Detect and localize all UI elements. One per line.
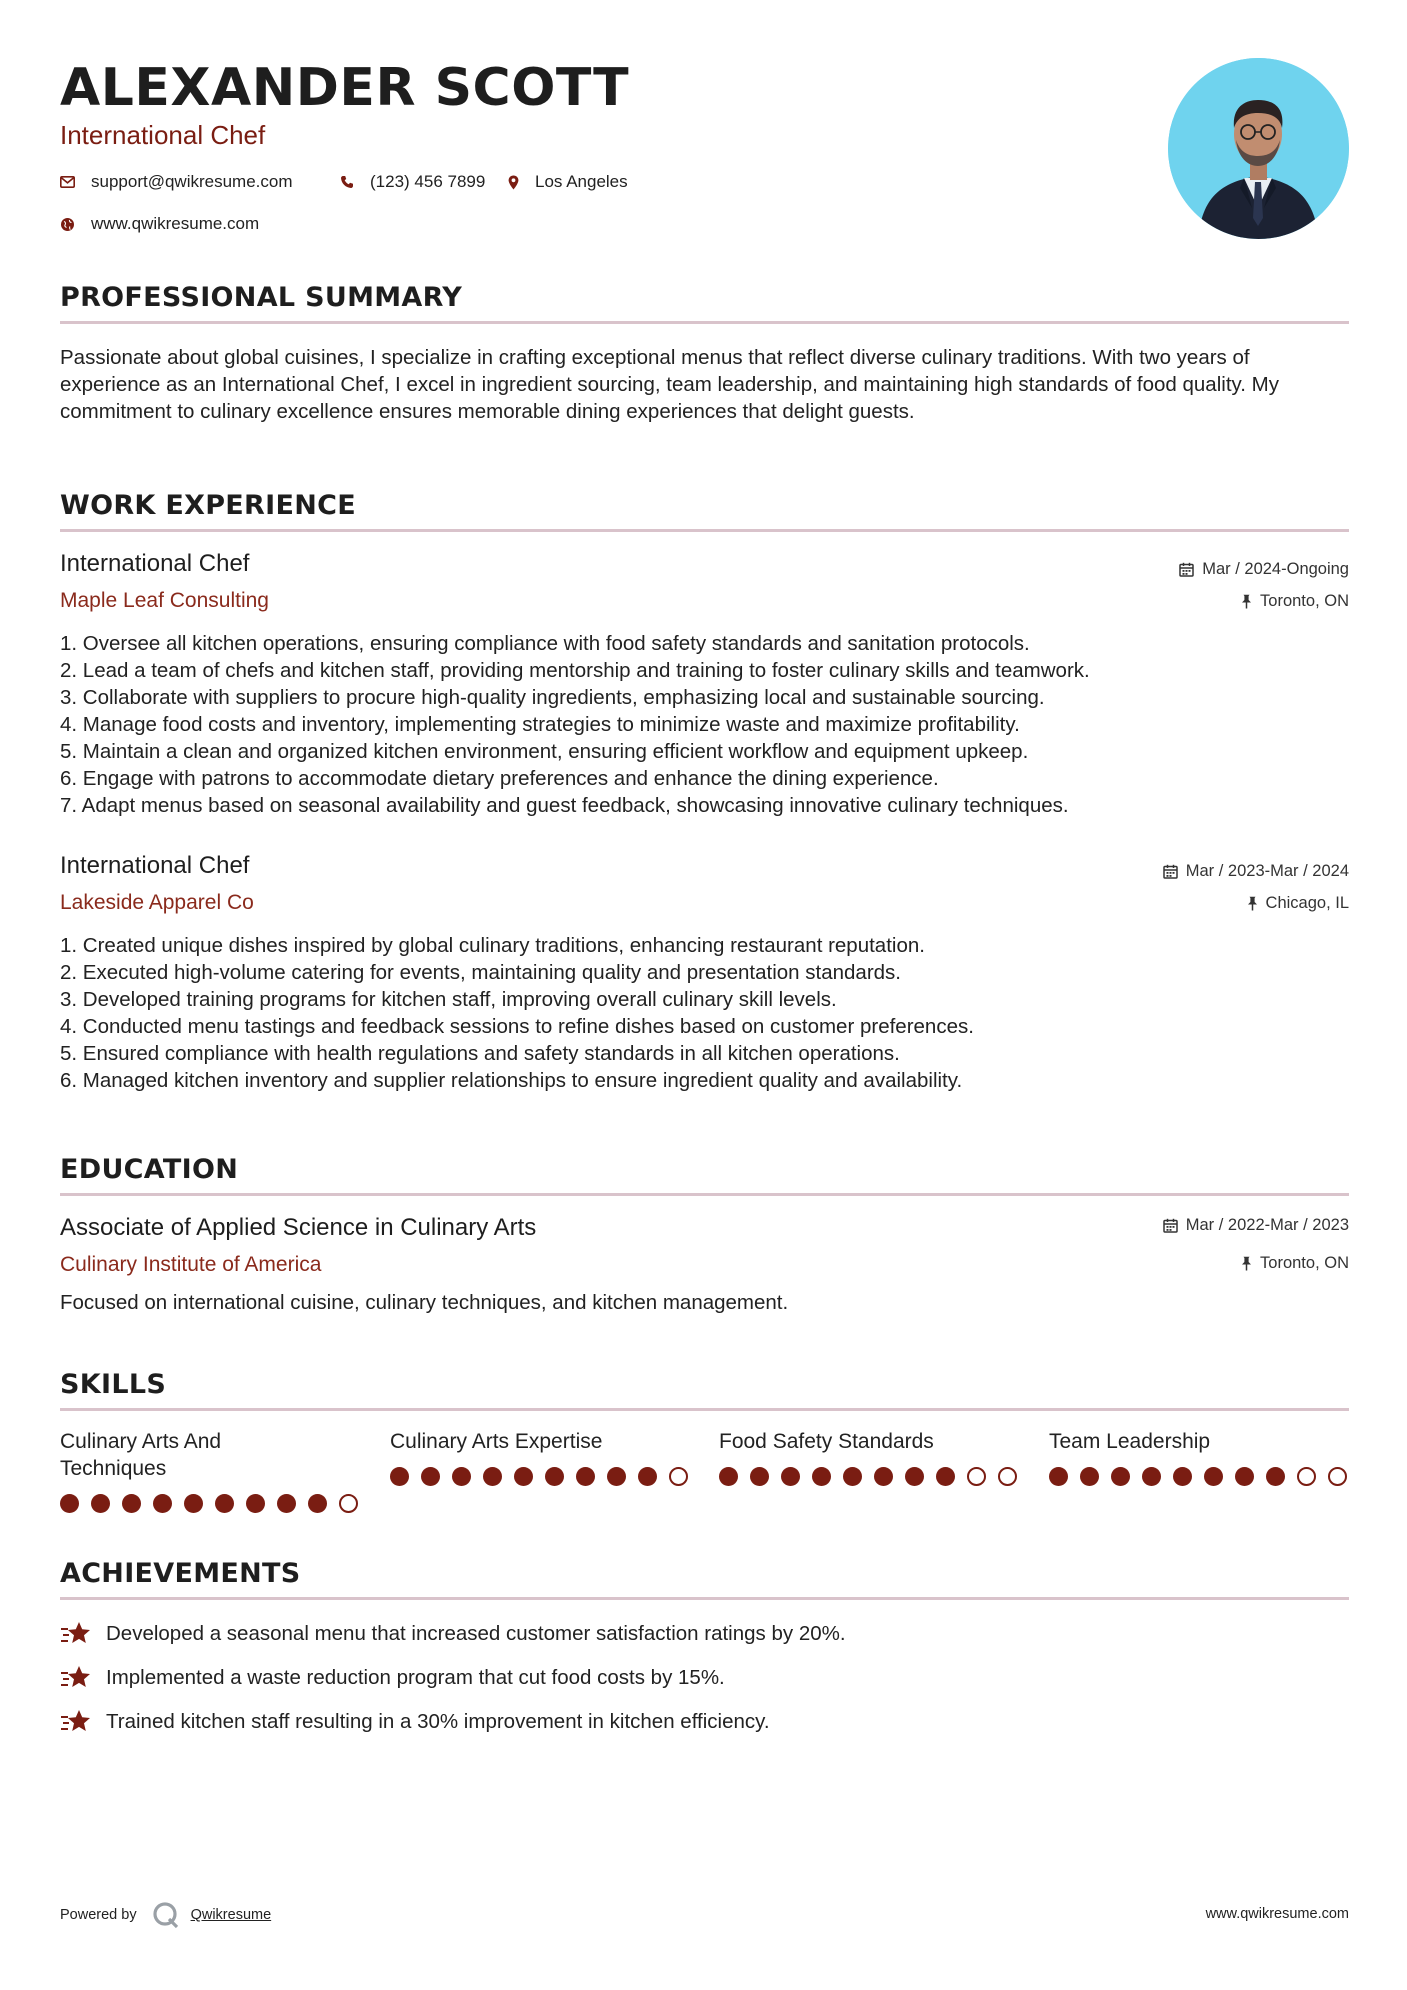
rating-dot-filled: [390, 1467, 409, 1486]
footer-website[interactable]: www.qwikresume.com: [1205, 1906, 1349, 1922]
rating-dot-filled: [1080, 1467, 1099, 1486]
footer-powered-by: [60, 1900, 271, 1930]
globe-icon: [60, 217, 75, 232]
skills-divider: [60, 1408, 1349, 1411]
rating-dot-filled: [812, 1467, 831, 1486]
job-responsibilities: [60, 630, 1350, 819]
education-divider: [60, 1193, 1349, 1196]
rating-dot-filled: [483, 1467, 502, 1486]
rating-dot-filled: [246, 1494, 265, 1513]
list-item: 3. Developed training programs for kitchen staff, improving overall culinary skill levels.: [60, 988, 837, 1011]
achievement-text: Trained kitchen staff resulting in a 30% improvement in kitchen efficiency.: [106, 1710, 770, 1733]
brand-link[interactable]: Qwikresume: [190, 1907, 272, 1923]
pushpin-icon: [1241, 1256, 1252, 1271]
job-dates-text: Mar / 2023-Mar / 2024: [1185, 862, 1349, 880]
email-text: support@qwikresume.com: [91, 172, 293, 191]
phone-icon: [340, 175, 354, 189]
rating-dot-filled: [936, 1467, 955, 1486]
skill-item: [60, 1428, 360, 1482]
star-award-icon: [60, 1708, 92, 1736]
summary-divider: [60, 321, 1349, 324]
list-item: 2. Executed high-volume catering for events, maintaining quality and presentation standards.: [60, 961, 902, 984]
achievements-heading: ACHIEVEMENTS: [60, 1558, 301, 1589]
skill-item: [719, 1428, 1019, 1455]
phone-text: (123) 456 7899: [370, 172, 486, 191]
rating-dot-filled: [905, 1467, 924, 1486]
job-responsibilities: [60, 932, 1350, 1094]
job-location-text: Chicago, IL: [1265, 894, 1349, 912]
rating-dot-empty: [1328, 1467, 1347, 1486]
achievement-item: [60, 1664, 725, 1692]
avatar: [1168, 58, 1349, 239]
calendar-icon: [1163, 1218, 1178, 1233]
job-location: [1247, 894, 1349, 913]
profile-photo: [1168, 58, 1349, 239]
skill-label: Culinary Arts And Techniques: [60, 1430, 222, 1480]
rating-dot-filled: [1142, 1467, 1161, 1486]
summary-text: Passionate about global cuisines, I specialize in crafting exceptional menus that reflect diverse culinary traditions. With two years of experience as an International Chef, I excel in ingredient sourcing, team leadership, and maintaining high standards of food quality. My commitment to culinary excellence ensures memorable dining experiences that delight guests.: [60, 346, 1279, 423]
job-dates: [1163, 862, 1349, 881]
rating-dot-empty: [967, 1467, 986, 1486]
rating-dot-filled: [545, 1467, 564, 1486]
job-title: International Chef: [60, 852, 250, 879]
rating-dot-filled: [576, 1467, 595, 1486]
job-location: [1241, 592, 1349, 611]
rating-dot-filled: [719, 1467, 738, 1486]
experience-divider: [60, 529, 1349, 532]
list-item: 5. Ensured compliance with health regulations and safety standards in all kitchen operations.: [60, 1042, 900, 1065]
powered-by-text: Powered by: [60, 1907, 137, 1923]
skill-label: Culinary Arts Expertise: [390, 1430, 603, 1453]
achievement-item: [60, 1708, 770, 1736]
star-award-icon: [60, 1664, 92, 1692]
rating-dot-filled: [638, 1467, 657, 1486]
contact-location: [508, 172, 628, 192]
education-dates: [1163, 1216, 1349, 1235]
rating-dot-filled: [308, 1494, 327, 1513]
rating-dot-empty: [1297, 1467, 1316, 1486]
rating-dot-empty: [998, 1467, 1017, 1486]
education-location-text: Toronto, ON: [1260, 1254, 1349, 1272]
rating-dot-filled: [184, 1494, 203, 1513]
education-location: [1241, 1254, 1349, 1273]
skill-rating: [390, 1467, 700, 1486]
skill-rating: [719, 1467, 1029, 1486]
rating-dot-filled: [421, 1467, 440, 1486]
list-item: 5. Maintain a clean and organized kitchen environment, ensuring efficient workflow and equipment upkeep.: [60, 740, 1029, 763]
rating-dot-empty: [669, 1467, 688, 1486]
website-text: www.qwikresume.com: [91, 214, 260, 233]
rating-dot-filled: [1173, 1467, 1192, 1486]
skill-rating: [60, 1494, 370, 1513]
list-item: 6. Managed kitchen inventory and supplier relationships to ensure ingredient quality and availability.: [60, 1069, 963, 1092]
contact-email[interactable]: [60, 172, 293, 192]
contact-phone[interactable]: [340, 172, 485, 192]
contact-website[interactable]: [60, 214, 259, 234]
skill-label: Food Safety Standards: [719, 1430, 934, 1453]
candidate-title: International Chef: [60, 120, 266, 150]
map-pin-icon: [508, 175, 519, 190]
list-item: 7. Adapt menus based on seasonal availability and guest feedback, showcasing innovative culinary techniques.: [60, 794, 1069, 817]
envelope-icon: [60, 176, 75, 188]
rating-dot-filled: [607, 1467, 626, 1486]
rating-dot-filled: [153, 1494, 172, 1513]
rating-dot-filled: [1204, 1467, 1223, 1486]
list-item: 4. Manage food costs and inventory, implementing strategies to minimize waste and maximize profitability.: [60, 713, 1020, 736]
job-dates-text: Mar / 2024-Ongoing: [1202, 560, 1349, 578]
rating-dot-filled: [122, 1494, 141, 1513]
job-location-text: Toronto, ON: [1260, 592, 1349, 610]
candidate-name: ALEXANDER SCOTT: [60, 58, 630, 118]
calendar-icon: [1179, 562, 1194, 577]
education-dates-text: Mar / 2022-Mar / 2023: [1185, 1216, 1349, 1234]
calendar-icon: [1163, 864, 1178, 879]
education-heading: EDUCATION: [60, 1154, 239, 1185]
pushpin-icon: [1241, 594, 1252, 609]
summary-heading: PROFESSIONAL SUMMARY: [60, 282, 463, 313]
school-name: Culinary Institute of America: [60, 1253, 322, 1276]
rating-dot-filled: [277, 1494, 296, 1513]
rating-dot-filled: [215, 1494, 234, 1513]
skills-heading: SKILLS: [60, 1369, 167, 1400]
skill-item: [1049, 1428, 1349, 1455]
pushpin-icon: [1247, 896, 1258, 911]
location-text: Los Angeles: [535, 172, 628, 191]
list-item: 4. Conducted menu tastings and feedback sessions to refine dishes based on customer preferences.: [60, 1015, 974, 1038]
achievement-item: [60, 1620, 846, 1648]
list-item: 1. Created unique dishes inspired by global culinary traditions, enhancing restaurant reputation.: [60, 934, 925, 957]
rating-dot-filled: [452, 1467, 471, 1486]
achievement-text: Implemented a waste reduction program that cut food costs by 15%.: [106, 1666, 725, 1689]
rating-dot-filled: [1266, 1467, 1285, 1486]
achievement-text: Developed a seasonal menu that increased customer satisfaction ratings by 20%.: [106, 1622, 846, 1645]
degree-title: Associate of Applied Science in Culinary Arts: [60, 1214, 537, 1241]
rating-dot-empty: [339, 1494, 358, 1513]
education-description: Focused on international cuisine, culinary techniques, and kitchen management.: [60, 1291, 789, 1314]
rating-dot-filled: [843, 1467, 862, 1486]
rating-dot-filled: [91, 1494, 110, 1513]
qwikresume-logo-icon: [151, 1900, 181, 1930]
star-award-icon: [60, 1620, 92, 1648]
skill-item: [390, 1428, 690, 1455]
job-title: International Chef: [60, 550, 250, 577]
rating-dot-filled: [1049, 1467, 1068, 1486]
rating-dot-filled: [874, 1467, 893, 1486]
rating-dot-filled: [1111, 1467, 1130, 1486]
list-item: 1. Oversee all kitchen operations, ensuring compliance with food safety standards and sanitation protocols.: [60, 632, 1030, 655]
experience-heading: WORK EXPERIENCE: [60, 490, 356, 521]
list-item: 6. Engage with patrons to accommodate dietary preferences and enhance the dining experience.: [60, 767, 939, 790]
rating-dot-filled: [60, 1494, 79, 1513]
rating-dot-filled: [781, 1467, 800, 1486]
rating-dot-filled: [514, 1467, 533, 1486]
list-item: 3. Collaborate with suppliers to procure high-quality ingredients, emphasizing local and sustainable sourcing.: [60, 686, 1045, 709]
list-item: 2. Lead a team of chefs and kitchen staff, providing mentorship and training to foster culinary skills and teamwork.: [60, 659, 1090, 682]
achievements-divider: [60, 1597, 1349, 1600]
rating-dot-filled: [1235, 1467, 1254, 1486]
job-dates: [1179, 560, 1349, 579]
skill-rating: [1049, 1467, 1359, 1486]
skill-label: Team Leadership: [1049, 1430, 1211, 1453]
job-company: Lakeside Apparel Co: [60, 891, 254, 914]
job-company: Maple Leaf Consulting: [60, 589, 269, 612]
rating-dot-filled: [750, 1467, 769, 1486]
